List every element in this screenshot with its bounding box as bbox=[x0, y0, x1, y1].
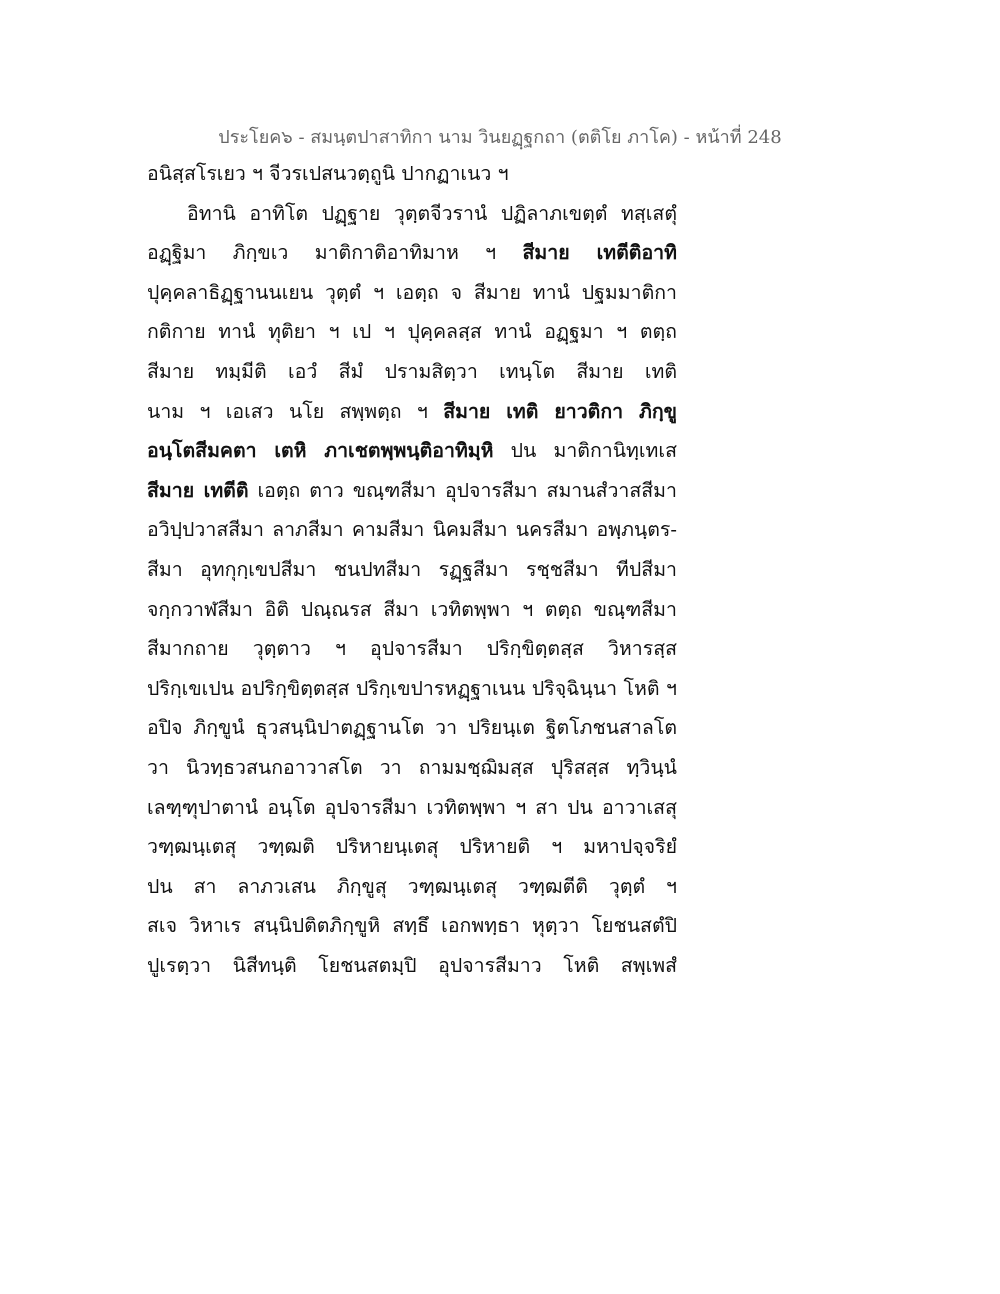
text-segment: เอตฺถ ตาว ขณฺฑสีมา อุปจารสีมา สมานสํวาสสีมา bbox=[248, 478, 677, 502]
text-line bbox=[147, 475, 677, 515]
text-segment: อฏฺฐิมา ภิกฺขเว มาติกาติอาทิมาห ฯ bbox=[147, 241, 523, 265]
text-line bbox=[147, 673, 677, 713]
text-segment: ปูเรตฺวา นิสีทนฺติ โยชนสตมฺปิ อุปจารสีมาว โหติ สพฺเพสํ bbox=[147, 953, 677, 977]
text-line bbox=[147, 198, 677, 238]
text-segment: ปุคฺคลาธิฏฺฐานนเยน วุตฺตํ ฯ เอตฺถ จ สีมาย ทานํ ปฐมมาติกา bbox=[147, 280, 677, 304]
text-segment: ปน สา ลาภวเสน ภิกฺขูสุ วฑฺฒนฺเตสุ วฑฺฒตีติ วุตฺตํ ฯ bbox=[147, 874, 677, 898]
text-line bbox=[147, 316, 677, 356]
text-segment: วา นิวทฺธวสนกอาวาสโต วา ถามมชฺฌิมสฺส ปุริสสฺส ทฺวินฺนํ bbox=[147, 755, 677, 779]
bold-text-segment: สีมาย เทตีติ bbox=[147, 478, 249, 502]
text-segment: อวิปฺปวาสสีมา ลาภสีมา คามสีมา นิคมสีมา นครสีมา อพฺภนฺตร- bbox=[147, 518, 677, 542]
text-line bbox=[147, 910, 677, 950]
text-line bbox=[147, 514, 677, 554]
text-segment: สีมา อุทกุกฺเขปสีมา ชนปทสีมา รฏฺฐสีมา รชฺชสีมา ทีปสีมา bbox=[147, 557, 677, 581]
text-line bbox=[147, 435, 677, 475]
text-segment: วฑฺฒนฺเตสุ วฑฺฒติ ปริหายนฺเตสุ ปริหายติ ฯ มหาปจฺจริยํ bbox=[147, 835, 677, 859]
text-segment: อิทานิ อาทิโต ปฏฺฐาย วุตฺตจีวรานํ ปฏิลาภเขตฺตํ ทสฺเสตุํ bbox=[187, 201, 677, 225]
text-line bbox=[147, 950, 677, 990]
text-segment: จกฺกวาฬสีมา อิติ ปณฺณรส สีมา เวทิตพฺพา ฯ ตตฺถ ขณฺฑสีมา bbox=[147, 597, 677, 621]
text-segment: สีมาย ทมฺมีติ เอวํ สีมํ ปรามสิตฺวา เทนฺโต สีมาย เทติ bbox=[147, 359, 677, 383]
text-segment: นาม ฯ เอเสว นโย สพฺพตฺถ ฯ bbox=[147, 399, 444, 423]
text-line bbox=[147, 831, 677, 871]
text-segment: กติกาย ทานํ ทุติยา ฯ เป ฯ ปุคฺคลสฺส ทานํ อฏฺฐมา ฯ ตตฺถ bbox=[147, 320, 677, 344]
text-segment: อปิจ ภิกฺขูนํ ธุวสนฺนิปาตฏฺฐานโต วา ปริยนฺเต ฐิตโภชนสาลโต bbox=[147, 716, 677, 740]
text-line bbox=[147, 871, 677, 911]
text-segment: สีมากถาย วุตฺตาว ฯ อุปจารสีมา ปริกฺขิตฺตสฺส วิหารสฺส bbox=[147, 637, 677, 661]
text-segment: ปริกฺเขเปน อปริกฺขิตฺตสฺส ปริกฺเขปารหฏฺฐาเนน ปริจฺฉินฺนา โหติ ฯ bbox=[147, 676, 677, 700]
text-line bbox=[147, 356, 677, 396]
text-line bbox=[147, 752, 677, 792]
text-segment: อนิสฺสโรเยว ฯ จีวรเปสนวตฺถูนิ ปากฏาเนว ฯ bbox=[147, 162, 509, 185]
text-line bbox=[147, 633, 677, 673]
bold-text-segment: อนฺโตสีมคตา เตหิ ภาเชตพฺพนฺติอาทิมฺหิ bbox=[147, 439, 494, 463]
text-line bbox=[147, 554, 677, 594]
bold-text-segment: สีมาย เทติ ยาวติกา ภิกฺขู bbox=[443, 399, 677, 423]
text-line bbox=[147, 237, 677, 277]
text-line bbox=[147, 396, 677, 436]
text-line bbox=[147, 594, 677, 634]
text-line bbox=[147, 712, 677, 752]
running-header: ประโยค๖ - สมนฺตปาสาทิกา นาม วินยฏฺฐกถา (ตติโย ภาโค) - หน้าที่ 248 bbox=[218, 127, 782, 148]
text-line bbox=[147, 792, 677, 832]
text-segment: ปน มาติกานิทฺเทเส bbox=[493, 439, 677, 463]
body-text bbox=[147, 158, 677, 989]
text-line bbox=[147, 277, 677, 317]
text-segment: สเจ วิหาเร สนฺนิปติตภิกฺขูหิ สทฺธึ เอกพทฺธา หุตฺวา โยชนสตํปิ bbox=[147, 914, 677, 938]
text-segment: เลฑฺฑุปาตานํ อนฺโต อุปจารสีมา เวทิตพฺพา ฯ สา ปน อาวาเสสุ bbox=[147, 795, 677, 819]
bold-text-segment: สีมาย เทตีติอาทิ bbox=[522, 241, 677, 265]
text-line bbox=[147, 158, 677, 198]
